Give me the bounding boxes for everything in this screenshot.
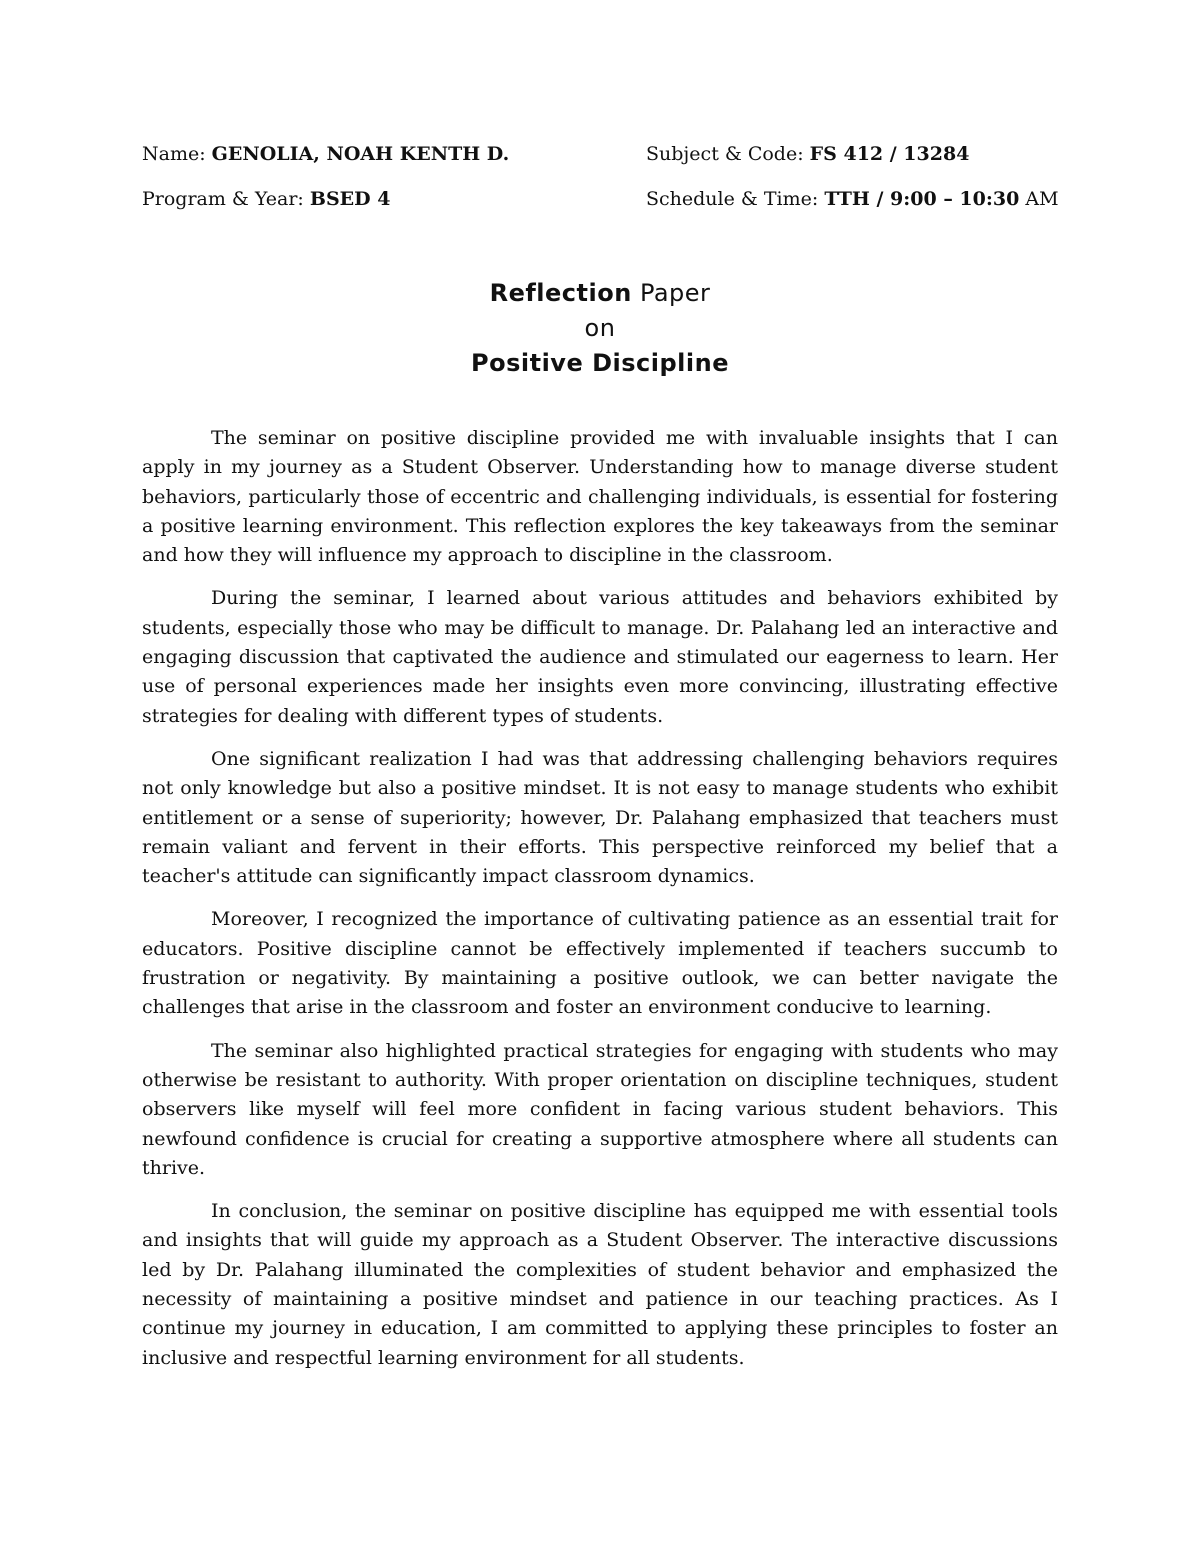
title-line-2: on — [584, 314, 616, 342]
name-label: Name: — [142, 143, 206, 165]
paragraph: The seminar also highlighted practical strategies for engaging with students who may otherwise be resistant to authority. With proper orientation on discipline techniques, student observers like myself will feel more confident in facing various student behaviors. This newfound confidence is crucial for creating a supportive atmosphere where all students can thrive. — [142, 1039, 1058, 1179]
program-field — [142, 185, 390, 213]
subject-label: Subject & Code: — [646, 143, 804, 165]
name-field — [142, 140, 509, 168]
header-row-1 — [142, 140, 1082, 185]
program-label: Program & Year: — [142, 188, 304, 210]
schedule-value: TTH / 9:00 – 10:30 — [824, 188, 1020, 210]
title-word-reflection: Reflection — [489, 279, 632, 307]
title-line-1 — [0, 276, 1200, 311]
subject-value: FS 412 / 13284 — [809, 143, 970, 165]
document-body — [142, 424, 1058, 1387]
document-header — [142, 140, 1082, 230]
schedule-suffix: AM — [1025, 188, 1059, 210]
schedule-field — [646, 185, 1059, 213]
subject-field — [646, 140, 969, 168]
name-value: GENOLIA, NOAH KENTH D. — [211, 143, 510, 165]
schedule-label: Schedule & Time: — [646, 188, 819, 210]
title-line-3: Positive Discipline — [471, 349, 729, 377]
paragraph: One significant realization I had was that addressing challenging behaviors requires not only knowledge but also a positive mindset. It is not easy to manage students who exhibit entitlement or a sense of superiority; however, Dr. Palahang emphasized that teachers must remain valiant and fervent in their efforts. This perspective reinforced my belief that a teacher's attitude can significantly impact classroom dynamics. — [142, 747, 1058, 888]
paragraph: Moreover, I recognized the importance of cultivating patience as an essential trait for educators. Positive discipline cannot be effectively implemented if teachers succumb to frustration or negativity. By maintaining a positive outlook, we can better navigate the challenges that arise in the classroom and foster an environment conducive to learning. — [142, 908, 1058, 1019]
title-word-paper: Paper — [639, 279, 711, 307]
document-title — [0, 276, 1200, 381]
paragraph: In conclusion, the seminar on positive discipline has equipped me with essential tools and insights that will guide my approach as a Student Observer. The interactive discussions led by Dr. Palahang illuminated the complexities of student behavior and emphasized the necessity of maintaining a positive mindset and patience in our teaching practices. As I continue my journey in education, I am committed to applying these principles to foster an inclusive and respectful learning environment for all students. — [142, 1200, 1058, 1369]
paragraph: During the seminar, I learned about various attitudes and behaviors exhibited by students, especially those who may be difficult to manage. Dr. Palahang led an interactive and engaging discussion that captivated the audience and stimulated our eagerness to learn. Her use of personal experiences made her insights even more convincing, illustrating effective strategies for dealing with different types of students. — [142, 587, 1058, 727]
header-row-2 — [142, 185, 1082, 230]
paragraph: The seminar on positive discipline provided me with invaluable insights that I can apply in my journey as a Student Observer. Understanding how to manage diverse student behaviors, particularly those of eccentric and challenging individuals, is essential for fostering a positive learning environment. This reflection explores the key takeaways from the seminar and how they will influence my approach to discipline in the classroom. — [142, 427, 1058, 567]
program-value: BSED 4 — [309, 188, 391, 210]
